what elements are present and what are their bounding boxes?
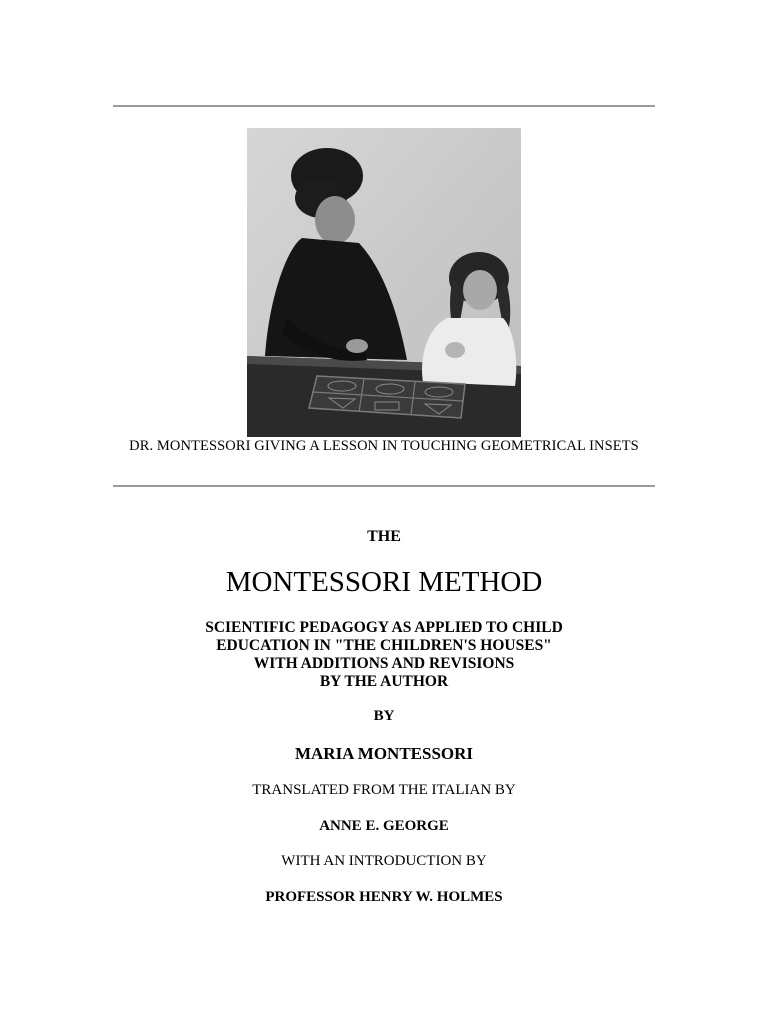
subtitle-line: BY THE AUTHOR xyxy=(319,673,449,690)
subtitle-line: EDUCATION IN "THE CHILDREN'S HOUSES" xyxy=(216,637,552,654)
translated-label: TRANSLATED FROM THE ITALIAN BY xyxy=(252,782,516,798)
introducer-name: PROFESSOR HENRY W. HOLMES xyxy=(265,889,503,905)
translator-name: ANNE E. GEORGE xyxy=(319,818,449,834)
book-title: MONTESSORI METHOD xyxy=(225,566,543,598)
middle-divider xyxy=(113,485,655,487)
book-subtitle xyxy=(0,619,768,691)
subtitle-line: WITH ADDITIONS AND REVISIONS xyxy=(253,655,515,672)
title-article: THE xyxy=(367,528,401,545)
by-label: BY xyxy=(373,708,395,724)
frontispiece-caption: DR. MONTESSORI GIVING A LESSON IN TOUCHING GEOMETRICAL INSETS xyxy=(129,438,639,454)
top-divider xyxy=(113,105,655,107)
subtitle-line: SCIENTIFIC PEDAGOGY AS APPLIED TO CHILD xyxy=(205,619,563,636)
introduction-label: WITH AN INTRODUCTION BY xyxy=(281,853,487,869)
frontispiece-photo xyxy=(247,128,521,437)
author-name: MARIA MONTESSORI xyxy=(294,744,474,763)
